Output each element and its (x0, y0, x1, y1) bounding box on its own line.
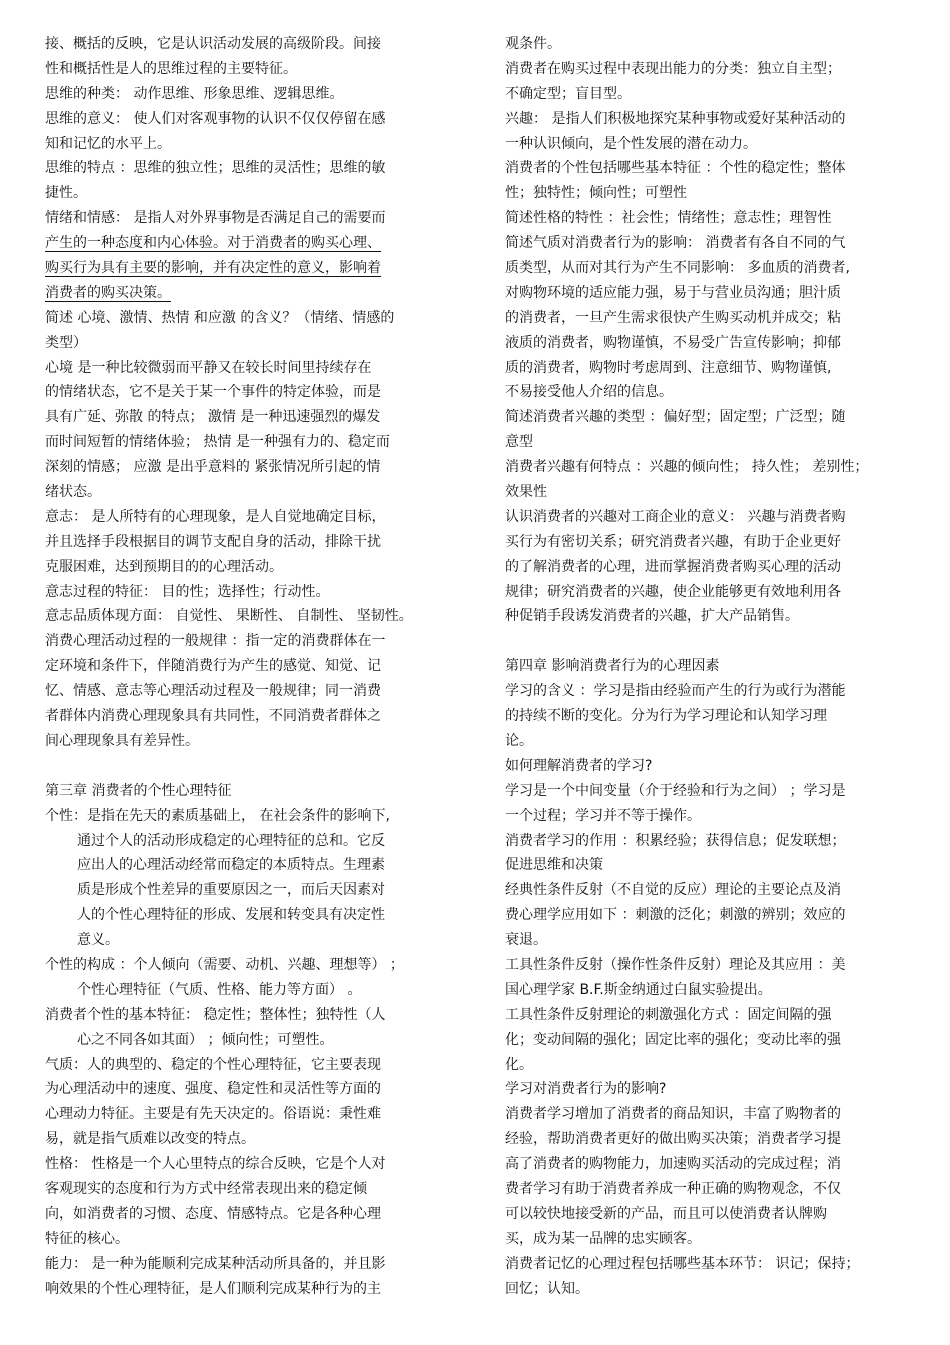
text-line: 意义。 (77, 932, 119, 949)
text-line: 心之不同各如其面） ；倾向性；可塑性。 (77, 1031, 334, 1048)
text-line: 种促销手段诱发消费者的兴趣，扩大产品销售。 (505, 608, 799, 625)
text-line: 第四章 影响消费者行为的心理因素 (505, 658, 720, 675)
text-line: 性和概括性是人的思维过程的主要特征。 (45, 60, 297, 77)
text-line: 心理动力特征。主要是有先天决定的。俗语说：秉性难 (45, 1106, 381, 1123)
text-line: 而时间短暂的情绪体验； 热情 是一种强有力的、稳定而 (45, 434, 390, 451)
text-line: 个性心理特征（气质、性格、能力等方面） 。 (77, 981, 362, 998)
text-line: 化。 (505, 1056, 533, 1073)
text-line: 性；独特性；倾向性；可塑性 (505, 185, 687, 202)
text-line: 促进思维和决策 (505, 857, 603, 874)
text-line: 思维的种类： 动作思维、形象思维、逻辑思维。 (45, 85, 344, 102)
text-line: 捷性。 (45, 185, 87, 202)
text-line: 易，就是指气质难以改变的特点。 (45, 1131, 255, 1148)
text-line: 消费心理活动过程的一般规律 ：指一定的消费群体在一 (45, 633, 386, 650)
text-line: 个性的构成 ：个人倾向（需要、动机、兴趣、理想等） ； (45, 956, 404, 973)
text-line: 工具性条件反射（操作性条件反射）理论及其应用 ：美 (505, 956, 846, 973)
text-line: 经典性条件反射（不自觉的反应）理论的主要论点及消 (505, 882, 841, 899)
text-line: 规律；研究消费者的兴趣，使企业能够更有效地利用各 (505, 583, 841, 600)
text-line: 费者学习有助于消费者养成一种正确的购物观念，不仅 (505, 1180, 841, 1197)
text-line: 客观现实的态度和行为方式中经常表现出来的稳定倾 (45, 1180, 367, 1197)
text-line: 知和记忆的水平上。 (45, 135, 171, 152)
text-line: 消费者兴趣有何特点 ：兴趣的倾向性； 持久性； 差别性； (505, 459, 869, 476)
text-line: 意志品质体现方面： 自觉性、 果断性、 自制性、 坚韧性。 (45, 608, 413, 625)
text-line: 性格： 性格是一个人心里特点的综合反映，它是个人对 (45, 1156, 386, 1173)
text-line: 衰退。 (505, 932, 547, 949)
text-line: 如何理解消费者的学习? (505, 757, 653, 774)
text-line: 的了解消费者的心理，进而掌握消费者购买心理的活动 (505, 558, 841, 575)
text-line: 应出人的心理活动经常而稳定的本质特点。生理素 (77, 857, 385, 874)
text-line: 观条件。 (505, 36, 561, 52)
text-line: 买行为有密切关系；研究消费者兴趣，有助于企业更好 (505, 533, 841, 550)
text-line: 深刻的情感； 应激 是出乎意料的 紧张情况所引起的情 (45, 459, 381, 476)
text-line: 学习是一个中间变量（介于经验和行为之间） ；学习是 (505, 782, 846, 799)
text-line: 认识消费者的兴趣对工商企业的意义： 兴趣与消费者购 (505, 508, 846, 525)
text-line: 情绪和情感： 是指人对外界事物是否满足自己的需要而 (45, 210, 386, 227)
text-line: 质的消费者，购物时考虑周到、注意细节、购物谨慎, (505, 359, 832, 376)
text-line: 国心理学家 B.F.斯金纳通过白鼠实验提出。 (505, 981, 772, 998)
text-line: 并且选择手段根据目的调节支配自身的活动，排除干扰 (45, 533, 381, 550)
text-line: 论。 (505, 732, 533, 749)
text-line: 思维的意义： 使人们对客观事物的认识不仅仅停留在感 (45, 110, 386, 127)
text-line: 经验，帮助消费者更好的做出购买决策；消费者学习提 (505, 1131, 841, 1148)
text-line: 费心理学应用如下 ：刺激的泛化；刺激的辨别；效应的 (505, 907, 846, 924)
text-line: 质是形成个性差异的重要原因之一，而后天因素对 (77, 882, 385, 899)
text-line: 忆、情感、意志等心理活动过程及一般规律；同一消费 (45, 683, 381, 700)
text-line: 消费者在购买过程中表现出能力的分类：独立自主型； (505, 60, 841, 77)
underlined-text: 购买行为具有主要的影响，并有决定性的意义，影响着 (45, 260, 381, 277)
text-line (45, 231, 450, 256)
text-line: 高了消费者的购物能力，加速购买活动的完成过程；消 (505, 1156, 841, 1173)
text-line: 可以较快地接受新的产品，而且可以使消费者认牌购 (505, 1205, 827, 1222)
text-line: 简述消费者兴趣的类型 ：偏好型；固定型；广泛型；随 (505, 409, 846, 426)
text-line: 消费者学习的作用 ：积累经验；获得信息；促发联想； (505, 832, 846, 849)
text-line: 意型 (505, 434, 533, 451)
text-line: 兴趣： 是指人们积极地探究某种事物或爱好某种活动的 (505, 110, 846, 127)
text-line: 绪状态。 (45, 484, 101, 501)
text-line: 不确定型；盲目型。 (505, 85, 631, 102)
text-line: 向，如消费者的习惯、态度、情感特点。它是各种心理 (45, 1205, 381, 1222)
text-line: 克服困难，达到预期目的的心理活动。 (45, 558, 283, 575)
text-line: 一个过程；学习并不等于操作。 (505, 807, 701, 824)
text-line: 心境 是一种比较微弱而平静又在较长时间里持续存在 (45, 359, 372, 376)
text-line: 思维的特点 ：思维的独立性；思维的灵活性；思维的敏 (45, 160, 386, 177)
blank-line (45, 754, 450, 779)
text-line: 个性：是指在先天的素质基础上， 在社会条件的影响下, (45, 807, 390, 824)
text-line (45, 256, 450, 281)
text-line: 通过个人的活动形成稳定的心理特征的总和。它反 (77, 832, 385, 849)
text-line: 效果性 (505, 484, 547, 501)
blank-line (505, 629, 910, 654)
text-line: 第三章 消费者的个性心理特征 (45, 782, 232, 799)
left-column (45, 32, 450, 1301)
text-line: 能力： 是一种为能顺利完成某种活动所具备的，并且影 (45, 1255, 386, 1272)
text-line: 学习对消费者行为的影响? (505, 1081, 667, 1098)
text-line: 气质：人的典型的、稳定的个性心理特征，它主要表现 (45, 1056, 381, 1073)
text-line: 化；变动间隔的强化；固定比率的强化；变动比率的强 (505, 1031, 841, 1048)
text-line: 学习的含义 ：学习是指由经验而产生的行为或行为潜能 (505, 683, 846, 700)
text-line: 不易接受他人介绍的信息。 (505, 384, 673, 401)
text-line: 者群体内消费心理现象具有共同性，不同消费者群体之 (45, 708, 381, 725)
text-line: 消费者个性的基本特征： 稳定性；整体性；独特性（人 (45, 1006, 386, 1023)
text-line: 意志： 是人所特有的心理现象，是人自觉地确定目标， (45, 508, 386, 525)
text-line: 简述气质对消费者行为的影响： 消费者有各自不同的气 (505, 235, 846, 252)
text-line: 接、概括的反映，它是认识活动发展的高级阶段。间接 (45, 36, 381, 52)
text-line: 具有广延、弥散 的特点； 激情 是一种迅速强烈的爆发 (45, 409, 381, 426)
text-line: 质类型，从而对其行为产生不同影响： 多血质的消费者, (505, 260, 850, 277)
text-line: 人的个性心理特征的形成、发展和转变具有决定性 (77, 907, 385, 924)
text-line: 类型） (45, 334, 87, 351)
text-line: 消费者记忆的心理过程包括哪些基本环节： 识记；保持； (505, 1255, 860, 1272)
text-line (45, 281, 450, 306)
text-line: 简述 心境、激情、热情 和应激 的含义？（情绪、情感的 (45, 309, 395, 326)
text-line: 为心理活动中的速度、强度、稳定性和灵活性等方面的 (45, 1081, 381, 1098)
text-line: 的持续不断的变化。分为行为学习理论和认知学习理 (505, 708, 827, 725)
text-line: 工具性条件反射理论的刺激强化方式 ：固定间隔的强 (505, 1006, 832, 1023)
text-line: 对购物环境的适应能力强，易于与营业员沟通；胆汁质 (505, 284, 841, 301)
text-line: 的情绪状态，它不是关于某一个事件的特定体验，而是 (45, 384, 381, 401)
text-line: 间心理现象具有差异性。 (45, 732, 199, 749)
underlined-text: 消费者的购买决策。 (45, 284, 171, 301)
text-line: 特征的核心。 (45, 1230, 129, 1247)
text-line: 简述性格的特性 ：社会性；情绪性；意志性；理智性 (505, 210, 832, 227)
text-line: 回忆；认知。 (505, 1280, 589, 1297)
text-line: 买，成为某一品牌的忠实顾客。 (505, 1230, 701, 1247)
right-column (505, 32, 910, 1301)
text-line: 一种认识倾向，是个性发展的潜在动力。 (505, 135, 757, 152)
text-line: 的消费者，一旦产生需求很快产生购买动机并成交；粘 (505, 309, 841, 326)
text-line: 消费者学习增加了消费者的商品知识，丰富了购物者的 (505, 1106, 841, 1123)
text-line: 消费者的个性包括哪些基本特征 ：个性的稳定性；整体 (505, 160, 846, 177)
text-line: 液质的消费者，购物谨慎，不易受广告宣传影响；抑郁 (505, 334, 841, 351)
underlined-text: 产生的一种态度和内心体验。对于消费者的购买心理、 (45, 235, 381, 252)
text-line: 响效果的个性心理特征，是人们顺利完成某种行为的主 (45, 1280, 381, 1297)
text-line: 意志过程的特征： 目的性；选择性；行动性。 (45, 583, 330, 600)
text-line: 定环境和条件下，伴随消费行为产生的感觉、知觉、记 (45, 658, 381, 675)
